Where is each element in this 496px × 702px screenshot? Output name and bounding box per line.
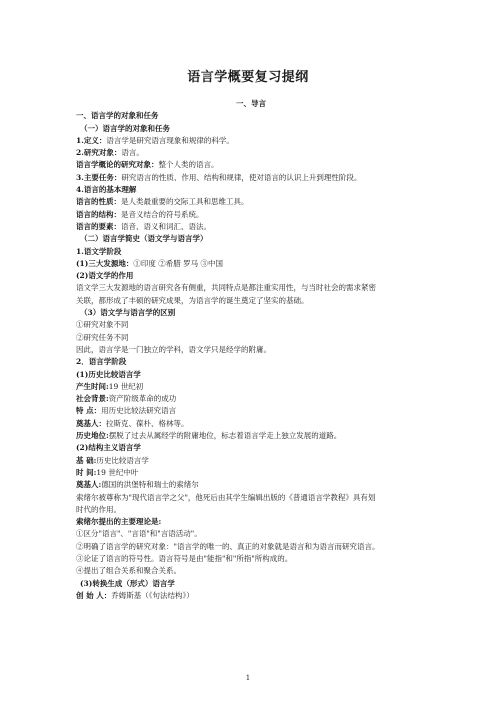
definition-label: 1.定义： <box>76 135 107 145</box>
hist-founder-line <box>76 418 426 430</box>
hist-background-line <box>76 393 426 405</box>
tg-founder-text: 乔姆斯基（《句法结构》） <box>111 590 194 600</box>
page-number: 1 <box>245 674 251 682</box>
list-item: ②明确了语言学的研究对象："语言学的唯一的、真正的对象就是语言和为语言而研究语言。 <box>76 541 380 551</box>
task-line <box>76 172 426 184</box>
nature-text: 是人类最重要的交际工具和思维工具。 <box>121 197 249 207</box>
linguistics-stage-heading: 2．语言学阶段 <box>76 357 127 367</box>
document-body <box>76 98 426 602</box>
hist-time-line <box>76 381 426 393</box>
hist-background-text: 资产阶级革命的成功 <box>108 394 177 404</box>
elements-label: 语言的要素： <box>76 221 121 231</box>
hist-time-text: 19 世纪初 <box>108 381 144 391</box>
generative-heading: (3)转换生成（形式）语言学 <box>80 578 175 588</box>
hist-feature-text: 用历史比较法研究语言 <box>101 406 177 416</box>
sl-base-text: 历史比较语言学 <box>96 455 149 465</box>
saussure-theory-heading: 索绪尔提出的主要理论是: <box>76 517 162 527</box>
hist-founder-text: 拉斯克、葆朴、格林等。 <box>106 418 189 428</box>
hist-position-line <box>76 430 426 442</box>
hist-background-label: 社会背景: <box>76 394 109 404</box>
definition-text: 语言学是研究语言现象和规律的科学。 <box>106 135 234 145</box>
section-heading: 一、语言学的对象和任务 <box>76 111 159 121</box>
object-text: 语言。 <box>121 148 144 158</box>
list-item: ④提出了组合关系和聚合关系。 <box>76 566 181 576</box>
structure-text: 是音义结合的符号系统。 <box>121 209 204 219</box>
paragraph-line: 索绪尔被尊称为"现代语言学之父"，他死后由其学生编辑出版的《普通语言学教程》具有划 <box>76 492 376 502</box>
object-label: 2.研究对象： <box>76 148 122 158</box>
list-item: ③论证了语言的符号性。语言符号是由"能指"和"所指"所构成的。 <box>76 553 293 563</box>
subsection-heading: （一）语言学的对象和任务 <box>80 123 170 133</box>
sl-founder-label: 奠基人: <box>76 480 102 490</box>
sl-base-line <box>76 455 426 467</box>
elements-text: 语音、语义和词汇、语法。 <box>121 221 211 231</box>
chapter-heading: 一、导言 <box>236 99 266 108</box>
hist-position-text: 摆脱了过去从属经学的附庸地位，标志着语言学走上独立发展的道路。 <box>108 431 342 441</box>
hist-feature-label: 特 点： <box>76 406 102 416</box>
general-object-text: 整个人类的语言。 <box>158 160 219 170</box>
task-text: 研究语言的性质、作用、结构和规律，使对语言的认识上升到理性阶段。 <box>121 172 362 182</box>
origins-line <box>76 258 426 270</box>
paragraph-line: 因此，语言学是一门独立的学科，语文学只是经学的附庸。 <box>76 344 271 354</box>
paragraph-line: 关联，都形成了丰硕的研究成果，为语言学的诞生奠定了坚实的基础。 <box>76 295 309 305</box>
sl-time-label: 时 间: <box>76 467 97 477</box>
object-line <box>76 147 426 159</box>
subsection-heading: （二）语言学简史（语文学与语言学） <box>80 234 208 244</box>
elements-line <box>76 221 426 233</box>
basic-understanding-heading: 4.语言的基本理解 <box>76 185 137 195</box>
sl-founder-line <box>76 479 426 491</box>
difference-heading: （3）语文学与语言学的区别 <box>80 308 176 318</box>
hist-time-label: 产生时间: <box>76 381 109 391</box>
list-item: ②研究任务不同 <box>76 332 129 342</box>
nature-label: 语言的性质： <box>76 197 121 207</box>
paragraph-line: 语文学三大发源地的语言研究各有侧重，共同特点是都注重实用性，与当时社会的需求紧密 <box>76 283 376 293</box>
paragraph-line: 时代的作用。 <box>76 504 121 514</box>
tg-founder-label: 创 始 人： <box>76 590 112 600</box>
sl-time-text: 19 世纪中叶 <box>96 467 139 477</box>
structure-label: 语言的结构： <box>76 209 121 219</box>
general-object-label: 语言学概论的研究对象： <box>76 160 159 170</box>
hist-position-label: 历史地位: <box>76 431 109 441</box>
philology-stage-heading: 1.语文学阶段 <box>76 246 122 256</box>
hist-feature-line <box>76 405 426 417</box>
philology-role-heading: (2)语文学的作用 <box>76 271 134 281</box>
historical-comparative-heading: (1)历史比较语言学 <box>76 369 141 379</box>
sl-base-label: 基 础: <box>76 455 97 465</box>
sl-founder-text: 德国的洪堡特和瑞士的索绪尔 <box>101 480 199 490</box>
tg-founder-line <box>76 590 426 602</box>
document-title: 语言学概要复习提纲 <box>187 70 309 85</box>
definition-line <box>76 135 426 147</box>
list-item: ①研究对象不同 <box>76 320 129 330</box>
list-item: ①区分"语言"、"言语"和"言语活动"。 <box>76 529 202 539</box>
origins-label: (1)三大发源地： <box>76 258 134 268</box>
origins-text: ①印度 ②希腊 罗马 ③中国 <box>133 258 223 268</box>
hist-founder-label: 奠基人： <box>76 418 106 428</box>
structuralism-heading: (2)结构主义语言学 <box>76 443 141 453</box>
general-object-line <box>76 159 426 171</box>
sl-time-line <box>76 467 426 479</box>
structure-line <box>76 209 426 221</box>
nature-line <box>76 196 426 208</box>
task-label: 3.主要任务： <box>76 172 122 182</box>
